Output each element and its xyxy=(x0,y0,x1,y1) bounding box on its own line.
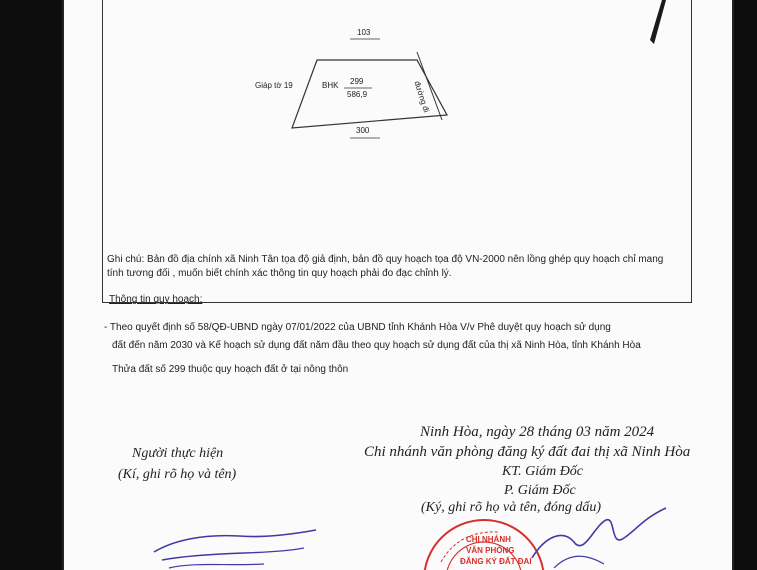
left-signature xyxy=(144,520,324,570)
parcel-number: 299 xyxy=(350,77,364,86)
north-neighbor-label: 103 xyxy=(357,28,371,37)
planning-line-2: đất đến năm 2030 và Kế hoạch sử dụng đất năm đầu theo quy hoạch sử dụng đất của thị xã Ninh Hòa, tỉnh Khánh Hòa xyxy=(112,340,641,351)
west-neighbor-label: Giáp tờ 19 xyxy=(255,81,293,90)
stamp-text-2: VĂN PHÒNG xyxy=(466,546,515,555)
right-signer-title-1: KT. Giám Đốc xyxy=(502,464,584,479)
right-signer-instruction: (Ký, ghi rõ họ và tên, đóng dấu) xyxy=(421,500,602,515)
parcel-area: 586,9 xyxy=(347,90,368,99)
date-line: Ninh Hòa, ngày 28 tháng 03 năm 2024 xyxy=(420,424,655,440)
left-signer-title: Người thực hiện xyxy=(132,446,224,461)
document-page xyxy=(62,0,734,570)
note-line-1: Ghi chú: Bản đồ địa chính xã Ninh Tân tọa độ giả định, bản đồ quy hoạch tọa độ VN-2000 nên lồng ghép quy hoạch chỉ mang xyxy=(107,254,664,265)
parcel-code: BHK xyxy=(322,81,339,90)
office-name: Chi nhánh văn phòng đăng ký đất đai thị xã Ninh Hòa xyxy=(364,444,691,460)
planning-heading: Thông tin quy hoạch: xyxy=(109,294,203,305)
right-signature xyxy=(524,498,674,570)
note-line-2: tính tương đối , muốn biết chính xác thông tin quy hoạch phải đo đạc chỉnh lý. xyxy=(107,268,452,279)
right-signer-title-2: P. Giám Đốc xyxy=(504,483,576,498)
left-signer-instruction: (Kí, ghi rõ họ và tên) xyxy=(118,467,237,482)
road-label: đường đi xyxy=(412,80,432,114)
parcel-statement: Thửa đất số 299 thuộc quy hoạch đất ở tại nông thôn xyxy=(112,364,349,375)
stamp-text-3: ĐĂNG KÝ ĐẤT ĐAI xyxy=(460,557,532,566)
south-neighbor-label: 300 xyxy=(356,126,370,135)
planning-line-1: - Theo quyết định số 58/QĐ-UBND ngày 07/01/2022 của UBND tỉnh Khánh Hòa V/v Phê duyệt quy hoạch sử dụng xyxy=(104,322,611,333)
stamp-text-1: CHI NHÁNH xyxy=(466,535,511,544)
corner-mark xyxy=(640,0,670,45)
